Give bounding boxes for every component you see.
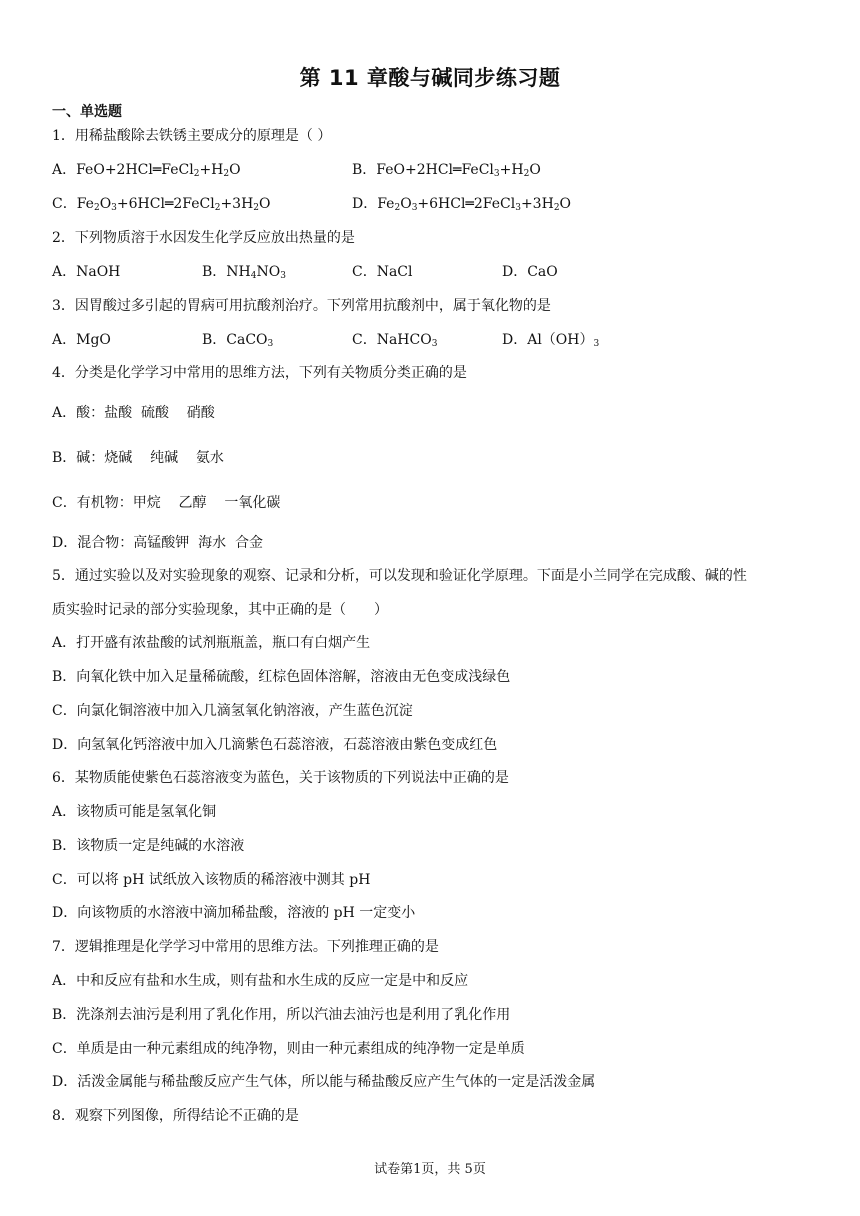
question-6-option-b: B．该物质一定是纯碱的水溶液: [52, 838, 245, 854]
question-3-option-b: B．CaCO$_3$: [202, 332, 274, 349]
question-3-option-c: C．NaHCO$_3$: [352, 332, 438, 349]
question-2-option-b: B．$NH_4NO_3$: [202, 264, 286, 281]
question-7-option-d: D．活泼金属能与稀盐酸反应产生气体，所以能与稀盐酸反应产生气体的一定是活泼金属: [52, 1074, 596, 1090]
question-5-option-a: A．打开盛有浓盐酸的试剂瓶瓶盖，瓶口有白烟产生: [52, 635, 371, 651]
question-6-stem: 6．某物质能使紫色石蕊溶液变为蓝色，关于该物质的下列说法中正确的是: [52, 770, 509, 786]
question-4-option-b: B．碱：烧碱 纯碱 氨水: [52, 450, 224, 466]
question-8-stem: 8．观察下列图像，所得结论不正确的是: [52, 1108, 299, 1124]
question-6-option-a: A．该物质可能是氢氧化铜: [52, 804, 217, 820]
question-2-stem: 2．下列物质溶于水因发生化学反应放出热量的是: [52, 230, 355, 246]
question-5-option-b: B．向氧化铁中加入足量稀硫酸，红棕色固体溶解，溶液由无色变成浅绿色: [52, 669, 511, 685]
question-3-stem: 3．因胃酸过多引起的胃病可用抗酸剂治疗。下列常用抗酸剂中，属于氧化物的是: [52, 298, 551, 314]
question-6-option-d: D．向该物质的水溶液中滴加稀盐酸，溶液的 pH 一定变小: [52, 905, 416, 921]
question-1-option-c: C．$Fe_2O_3+6HCl═2FeCl_2+3H_2O$: [52, 196, 271, 213]
question-4-option-a: A．酸：盐酸 硫酸 硝酸: [52, 405, 215, 421]
section-heading: 一、单选题: [52, 104, 122, 120]
question-5-stem-line-1: 5．通过实验以及对实验现象的观察、记录和分析，可以发现和验证化学原理。下面是小兰同学在完成酸、碱的性: [52, 568, 747, 584]
question-5-option-c: C．向氯化铜溶液中加入几滴氢氧化钠溶液，产生蓝色沉淀: [52, 703, 413, 719]
question-1-option-a: A．$FeO+2HCl═FeCl_2+H_2O$: [52, 162, 241, 179]
question-2-option-a: A．NaOH: [52, 264, 121, 280]
question-6-option-c: C．可以将 pH 试纸放入该物质的稀溶液中测其 pH: [52, 872, 371, 888]
question-1-option-b: B．$FeO+2HCl═FeCl_3+H_2O$: [352, 162, 541, 179]
question-1-option-d: D．$Fe_2O_3+6HCl═2FeCl_3+3H_2O$: [352, 196, 572, 213]
question-7-stem: 7．逻辑推理是化学学习中常用的思维方法。下列推理正确的是: [52, 939, 439, 955]
question-7-option-a: A．中和反应有盐和水生成，则有盐和水生成的反应一定是中和反应: [52, 973, 469, 989]
question-1-stem: 1．用稀盐酸除去铁锈主要成分的原理是（ ）: [52, 128, 332, 144]
page-title: 第 11 章酸与碱同步练习题: [299, 66, 561, 90]
question-7-option-c: C．单质是由一种元素组成的纯净物，则由一种元素组成的纯净物一定是单质: [52, 1041, 525, 1057]
question-5-option-d: D．向氢氧化钙溶液中加入几滴紫色石蕊溶液，石蕊溶液由紫色变成红色: [52, 737, 498, 753]
question-4-stem: 4．分类是化学学习中常用的思维方法，下列有关物质分类正确的是: [52, 365, 467, 381]
question-2-option-d: D．CaO: [502, 264, 558, 280]
page-footer: 试卷第1页，共 5页: [374, 1162, 486, 1177]
question-4-option-c: C．有机物：甲烷 乙醇 一氧化碳: [52, 495, 281, 511]
question-2-option-c: C．NaCl: [352, 264, 413, 280]
question-5-stem-line-2: 质实验时记录的部分实验现象，其中正确的是（ ）: [52, 602, 388, 618]
question-7-option-b: B．洗涤剂去油污是利用了乳化作用，所以汽油去油污也是利用了乳化作用: [52, 1007, 511, 1023]
question-4-option-d: D．混合物：高锰酸钾 海水 合金: [52, 535, 264, 551]
question-3-option-d: D．$Al(OH)_3$: [502, 332, 600, 349]
question-3-option-a: A．MgO: [52, 332, 111, 348]
